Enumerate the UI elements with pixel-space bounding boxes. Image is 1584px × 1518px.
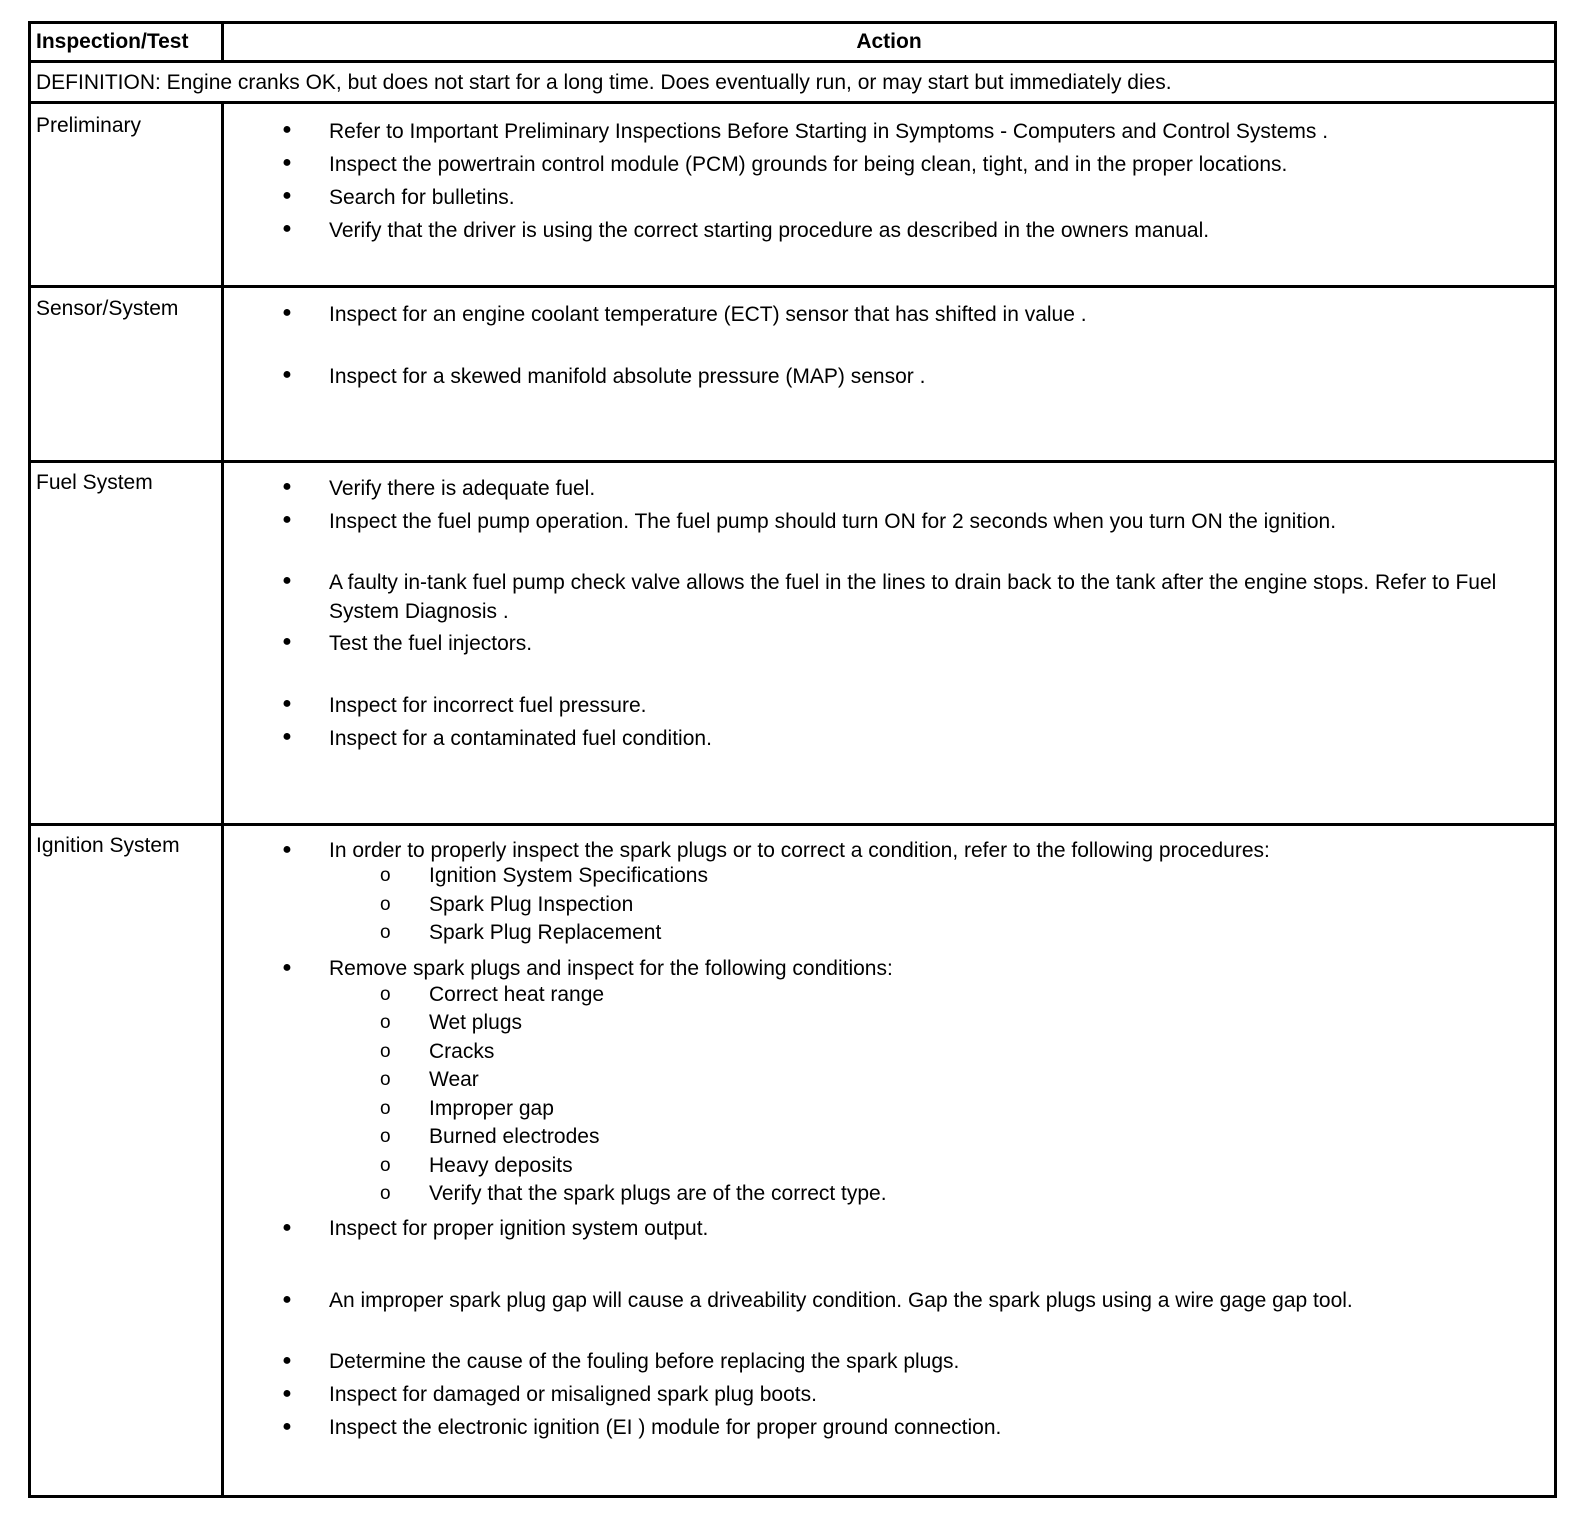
bullet-icon: ● [282, 366, 292, 383]
sub-bullet-icon: o [380, 922, 391, 943]
definition-text: DEFINITION: Engine cranks OK, but does not start for a long time. Does eventually run, or may start but immediately dies. [36, 71, 1172, 94]
sub-list-item: Correct heat range [429, 983, 605, 1006]
sub-bullet-icon: o [380, 865, 391, 886]
sub-list-item: Ignition System Specifications [429, 864, 708, 887]
row-label-ignition-system: Ignition System [36, 834, 180, 857]
list-item: Inspect the electronic ignition (EI ) module for proper ground connection. [329, 1416, 1002, 1439]
bullet-icon: ● [282, 633, 292, 650]
divider [221, 101, 224, 1498]
sub-bullet-icon: o [380, 1012, 391, 1033]
list-item: Search for bulletins. [329, 186, 515, 209]
list-item: Inspect for a skewed manifold absolute pressure (MAP) sensor . [329, 365, 926, 388]
sub-bullet-icon: o [380, 1183, 391, 1204]
bullet-icon: ● [282, 728, 292, 745]
list-item: In order to properly inspect the spark plugs or to correct a condition, refer to the following procedures: [329, 839, 1270, 862]
bullet-icon: ● [282, 695, 292, 712]
header-inspection-test: Inspection/Test [36, 30, 189, 53]
sub-bullet-icon: o [380, 1126, 391, 1147]
list-item: An improper spark plug gap will cause a driveability condition. Gap the spark plugs using a wire gage gap tool. [329, 1289, 1353, 1312]
sub-bullet-icon: o [380, 1069, 391, 1090]
sub-bullet-icon: o [380, 894, 391, 915]
sub-list-item: Spark Plug Replacement [429, 921, 662, 944]
diagnostic-table [28, 21, 1557, 1498]
sub-list-item: Cracks [429, 1040, 495, 1063]
bullet-icon: ● [282, 187, 292, 204]
sub-bullet-icon: o [380, 1155, 391, 1176]
bullet-icon: ● [282, 1219, 292, 1236]
bullet-icon: ● [282, 154, 292, 171]
bullet-icon: ● [282, 959, 292, 976]
sub-list-item: Wear [429, 1068, 479, 1091]
sub-bullet-icon: o [380, 1041, 391, 1062]
divider [28, 823, 1557, 826]
bullet-icon: ● [282, 841, 292, 858]
list-item: Inspect the powertrain control module (PCM) grounds for being clean, tight, and in the proper locations. [329, 153, 1288, 176]
divider [28, 60, 1557, 63]
list-item: Determine the cause of the fouling before replacing the spark plugs. [329, 1350, 960, 1373]
bullet-icon: ● [282, 121, 292, 138]
sub-list-item: Wet plugs [429, 1011, 522, 1034]
sub-list-item: Verify that the spark plugs are of the correct type. [429, 1182, 887, 1205]
bullet-icon: ● [282, 304, 292, 321]
row-label-preliminary: Preliminary [36, 114, 142, 137]
list-item: Refer to Important Preliminary Inspections Before Starting in Symptoms - Computers and Control Systems . [329, 120, 1329, 143]
bullet-icon: ● [282, 572, 292, 589]
divider [28, 460, 1557, 463]
sub-bullet-icon: o [380, 984, 391, 1005]
divider [28, 101, 1557, 104]
list-item: Verify that the driver is using the correct starting procedure as described in the owners manual. [329, 219, 1210, 242]
sub-list-item: Improper gap [429, 1097, 554, 1120]
sub-bullet-icon: o [380, 1098, 391, 1119]
bullet-icon: ● [282, 478, 292, 495]
list-item: Inspect for a contaminated fuel condition. [329, 727, 712, 750]
list-item: Inspect for damaged or misaligned spark plug boots. [329, 1383, 817, 1406]
list-item: Inspect the fuel pump operation. The fuel pump should turn ON for 2 seconds when you turn ON the ignition. [329, 510, 1337, 533]
bullet-icon: ● [282, 1291, 292, 1308]
row-label-fuel-system: Fuel System [36, 471, 153, 494]
list-item: Verify there is adequate fuel. [329, 477, 596, 500]
list-item: Inspect for incorrect fuel pressure. [329, 694, 647, 717]
bullet-icon: ● [282, 1385, 292, 1402]
list-item: A faulty in-tank fuel pump check valve allows the fuel in the lines to drain back to the tank after the engine stops. Refer to Fuel System Diagnosis . [329, 571, 1497, 623]
list-item: Test the fuel injectors. [329, 632, 533, 655]
list-item: Remove spark plugs and inspect for the following conditions: [329, 957, 893, 980]
list-item: Inspect for an engine coolant temperature (ECT) sensor that has shifted in value . [329, 303, 1087, 326]
bullet-icon: ● [282, 220, 292, 237]
sub-list-item: Burned electrodes [429, 1125, 600, 1148]
sub-list-item: Heavy deposits [429, 1154, 573, 1177]
bullet-icon: ● [282, 511, 292, 528]
row-label-sensor-system: Sensor/System [36, 297, 179, 320]
bullet-icon: ● [282, 1352, 292, 1369]
list-item: Inspect for proper ignition system output. [329, 1217, 709, 1240]
sub-list-item: Spark Plug Inspection [429, 893, 634, 916]
divider [28, 285, 1557, 288]
header-action: Action [856, 30, 922, 53]
bullet-icon: ● [282, 1418, 292, 1435]
